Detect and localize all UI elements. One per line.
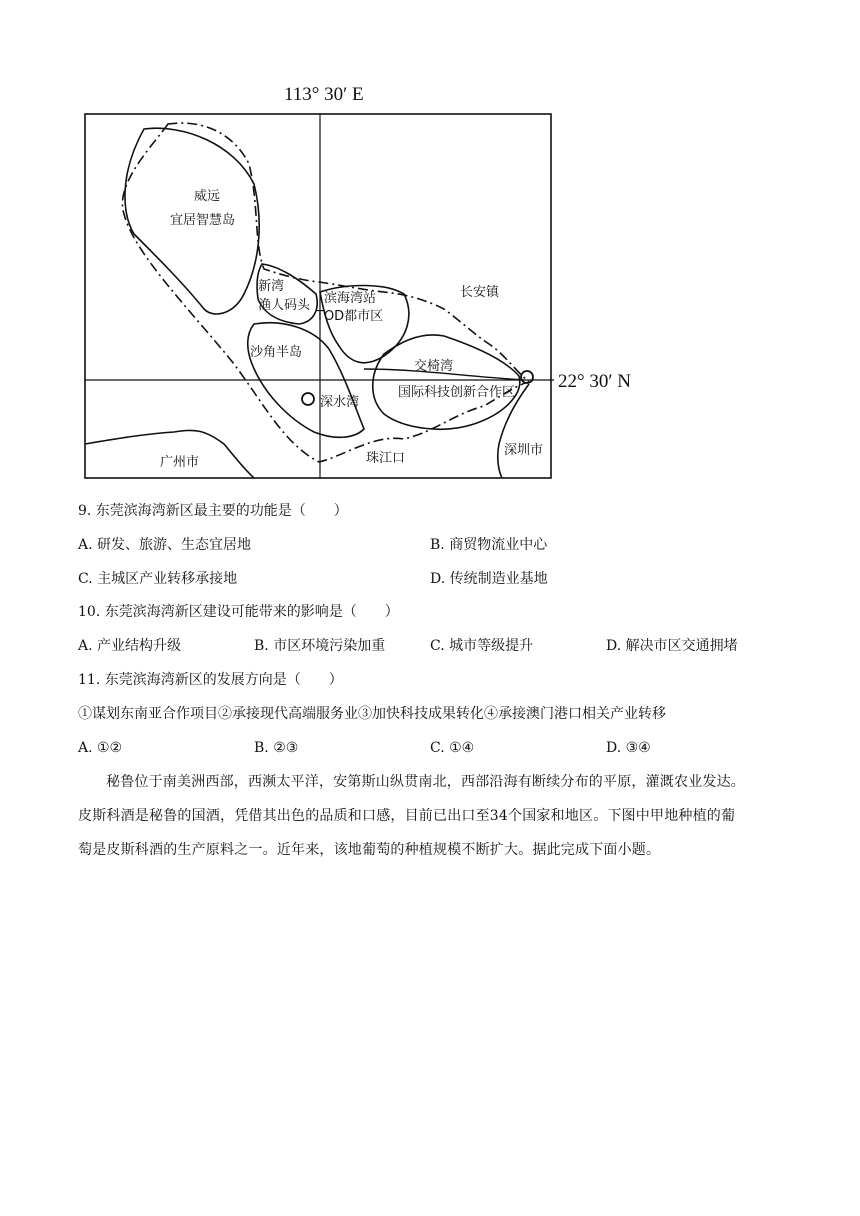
passage-line-3: 萄是皮斯科酒的生产原料之一。近年来，该地葡萄的种植规模不断扩大。据此完成下面小题。: [78, 842, 661, 858]
q11-option-a: A. ①②: [78, 740, 123, 756]
label-tod-district: TOD都市区: [316, 309, 384, 324]
q10-option-a: A. 产业结构升级: [78, 638, 182, 654]
q9-option-c: C. 主城区产业转移承接地: [78, 571, 238, 587]
passage-line-1: 秘鲁位于南美洲西部，西濒太平洋，安第斯山纵贯南北，西部沿海有断续分布的平原，灌溉农业发达。: [106, 774, 745, 790]
label-yuren-pier: 渔人码头: [258, 298, 311, 313]
map-figure: [84, 84, 554, 484]
label-binhai-station: 滨海湾站: [324, 291, 377, 306]
q10-option-c: C. 城市等级提升: [430, 638, 534, 654]
label-weiyuan: 威远: [194, 189, 221, 204]
jiaoyi-bay-outline: [373, 335, 520, 429]
question-9-stem: 9. 东莞滨海湾新区最主要的功能是（ ）: [78, 503, 348, 519]
q11-option-b: B. ②③: [254, 740, 299, 756]
label-intl-tech-zone: 国际科技创新合作区: [398, 385, 516, 400]
longitude-label: 113° 30′ E: [284, 84, 364, 105]
q9-option-b: B. 商贸物流业中心: [430, 537, 548, 553]
label-zhujiang: 珠江口: [366, 451, 406, 466]
question-11-statement: ①谋划东南亚合作项目②承接现代高端服务业③加快科技成果转化④承接澳门港口相关产业转移: [78, 706, 666, 722]
q10-option-d: D. 解决市区交通拥堵: [606, 638, 738, 654]
label-shenzhen: 深圳市: [504, 443, 544, 458]
label-guangzhou: 广州市: [160, 455, 200, 470]
label-jiaoyi: 交椅湾: [414, 359, 454, 374]
q10-option-b: B. 市区环境污染加重: [254, 638, 386, 654]
east-port-marker: [521, 371, 533, 383]
label-shenshui: 深水湾: [320, 395, 360, 410]
question-10-stem: 10. 东莞滨海湾新区建设可能带来的影响是（ ）: [78, 604, 399, 620]
label-weiyuan-island: 宜居智慧岛: [170, 213, 236, 228]
shenshui-port-marker: [302, 393, 314, 405]
passage-line-2: 皮斯科酒是秘鲁的国酒，凭借其出色的品质和口感，目前已出口至34个国家和地区。下图中甲地种植的葡: [78, 808, 736, 824]
q9-option-a: A. 研发、旅游、生态宜居地: [78, 537, 252, 553]
q11-option-c: C. ①④: [430, 740, 475, 756]
q11-option-d: D. ③④: [606, 740, 651, 756]
latitude-label: 22° 30′ N: [558, 371, 631, 392]
label-xinwan: 新湾: [258, 279, 285, 294]
label-changan: 长安镇: [460, 285, 500, 300]
q9-option-d: D. 传统制造业基地: [430, 571, 548, 587]
question-11-stem: 11. 东莞滨海湾新区的发展方向是（ ）: [78, 672, 343, 688]
label-shajiao: 沙角半岛: [250, 345, 303, 360]
